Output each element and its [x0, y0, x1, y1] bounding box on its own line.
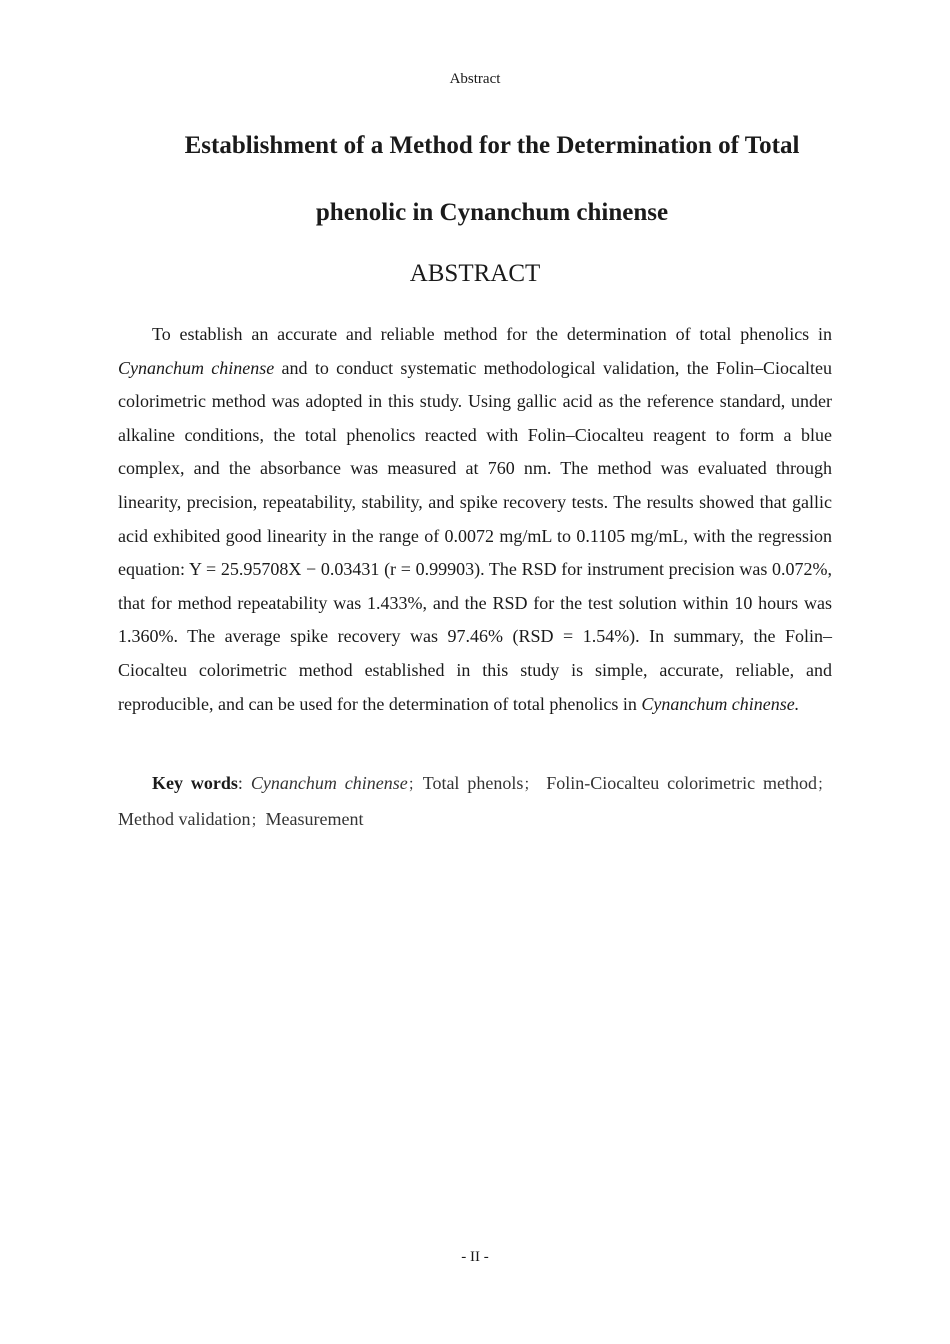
- keyword-item: Folin-Ciocalteu colorimetric method: [546, 773, 817, 793]
- keyword-separator: ；: [250, 813, 266, 829]
- page-number: - II -: [461, 1249, 489, 1265]
- keyword-separator: ；: [407, 777, 423, 793]
- keyword-item: Measurement: [265, 809, 364, 829]
- species-name: Cynanchum chinense: [118, 357, 275, 378]
- keywords-colon: :: [237, 773, 243, 793]
- keywords-paragraph: [118, 766, 832, 838]
- keywords-label: Key words: [152, 773, 238, 793]
- title-line-2: phenolic in Cynanchum chinense: [315, 199, 669, 226]
- abstract-text-2: and to conduct systematic methodological validation, the Folin–Ciocalteu colorimetric method was adopted in this study. Using gallic acid as the reference standard, under alkaline conditions, the total phenolics reacted with Folin–Ciocalteu reagent to form a blue complex, and the absorbance was measured at 760 nm. The method was evaluated through linearity, precision, repeatability, stability, and spike recovery tests. The results showed that gallic acid exhibited good linearity in the range of 0.0072 mg/mL to 0.1105 mg/mL, with the regression equation: Y = 25.95708X − 0.03431 (r = 0.99903). The RSD for instrument precision was 0.072%, that for method repeatability was 1.433%, and the RSD for the test solution within 10 hours was 1.360%. The average spike recovery was 97.46% (RSD = 1.54%). In summary, the Folin–Ciocalteu colorimetric method established in this study is simple, accurate, reliable, and reproducible, and can be used for the determination of total phenolics in: [118, 357, 832, 714]
- abstract-text-1: To establish an accurate and reliable method for the determination of total phenolics in: [152, 324, 832, 344]
- running-header: Abstract: [449, 71, 501, 87]
- keyword-item: Cynanchum chinense: [250, 773, 408, 793]
- keyword-separator: ；: [817, 777, 833, 793]
- title-line-1: Establishment of a Method for the Determination of Total: [184, 132, 800, 159]
- abstract-body: [118, 318, 832, 721]
- abstract-heading: ABSTRACT: [409, 260, 541, 287]
- species-name-end: Cynanchum chinense.: [641, 693, 800, 714]
- paper-title: [148, 112, 836, 246]
- keyword-item: Method validation: [118, 809, 251, 829]
- keyword-separator: ；: [523, 777, 539, 793]
- keyword-item: Total phenols: [422, 773, 524, 793]
